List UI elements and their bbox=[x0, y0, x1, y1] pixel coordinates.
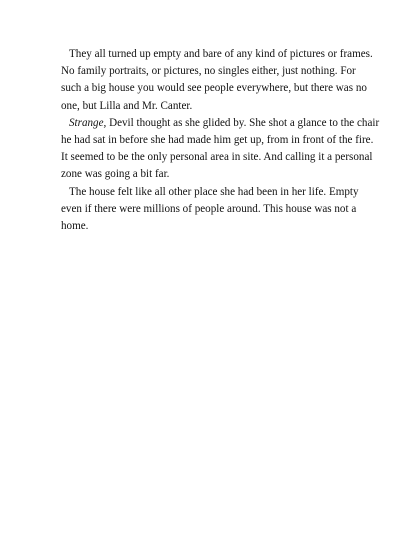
paragraph-3-line-3: home. bbox=[61, 220, 89, 233]
paragraph-1-line-3: such a big house you would see people everywhere, but there was no bbox=[61, 82, 367, 95]
paragraph-3-line-2: even if there were millions of people around. This house was not a bbox=[61, 202, 357, 215]
paragraph-3 bbox=[61, 184, 371, 236]
paragraph-2-line-2: he had sat in before she had made him get up, from in front of the fire. bbox=[61, 134, 374, 147]
paragraph-2-line-4: zone was going a bit far. bbox=[61, 168, 170, 181]
paragraph-1-line-1: They all turned up empty and bare of any kind of pictures or frames. bbox=[69, 48, 373, 60]
paragraph-3-line-1: The house felt like all other place she had been in her life. Empty bbox=[69, 185, 359, 198]
italic-word: Strange, bbox=[69, 116, 107, 129]
paragraph-1 bbox=[61, 46, 371, 115]
paragraph-2 bbox=[61, 115, 380, 184]
paragraph-2-line-3: It seemed to be the only personal area in site. And calling it a personal bbox=[61, 151, 373, 164]
paragraph-1-line-4: one, but Lilla and Mr. Canter. bbox=[61, 99, 193, 112]
paragraph-2-line-1 bbox=[61, 115, 380, 132]
paragraph-1-line-2: No family portraits, or pictures, no singles either, just nothing. For bbox=[61, 65, 356, 78]
paragraph-2-line-1-rest: Devil thought as she glided by. She shot a glance to the chair bbox=[106, 116, 380, 129]
body-text bbox=[61, 46, 380, 235]
